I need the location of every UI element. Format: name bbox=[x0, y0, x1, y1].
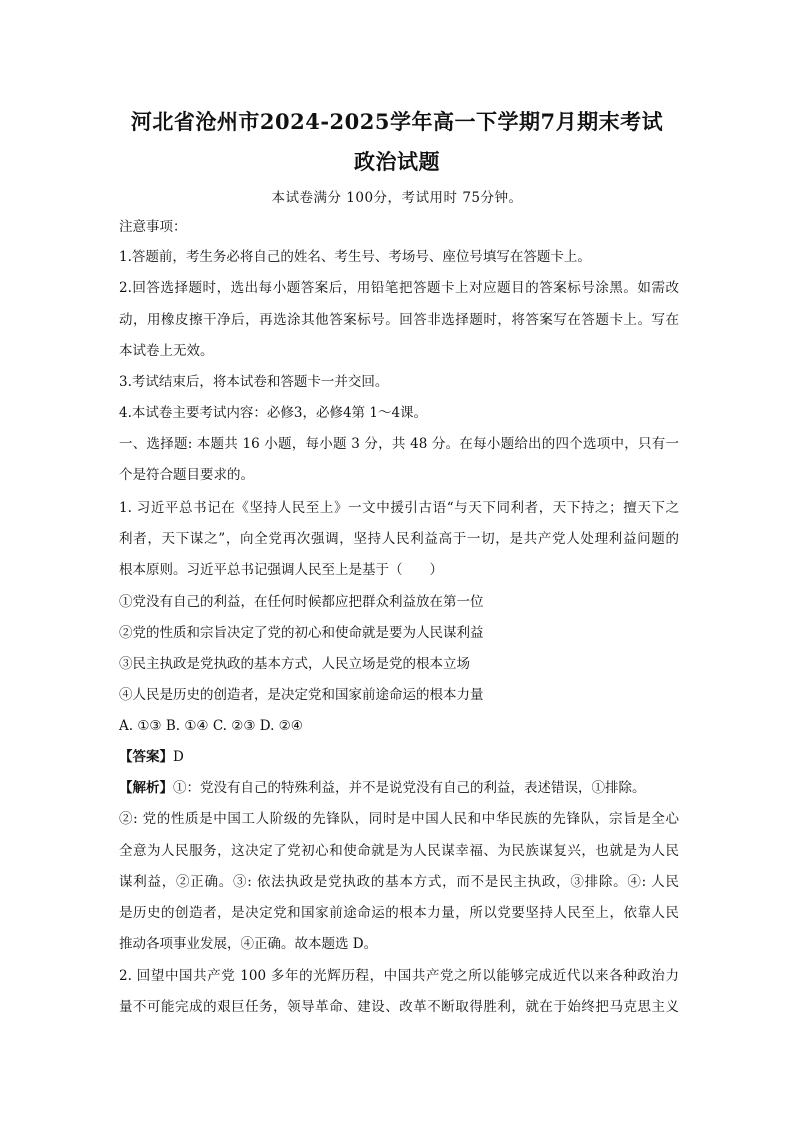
question-1-line-2: 利者，天下谋之”，向全党再次强调，坚持人民利益高于一切，是共产党人处理利益问题的 bbox=[119, 531, 679, 547]
note-3: 3.考试结束后，将本试卷和答题卡一并交回。 bbox=[119, 374, 389, 390]
note-2-line-2: 动，用橡皮擦干净后，再选涂其他答案标号。回答非选择题时，将答案写在答题卡上。写在 bbox=[119, 312, 679, 328]
analysis-line-5: 是历史的创造者，是决定党和国家前途命运的根本力量，所以党要坚持人民至上，依靠人民 bbox=[119, 905, 679, 921]
question-1-line-1: 1. 习近平总书记在《坚持人民至上》一文中援引古语“与天下同利者，天下持之；擅天下之 bbox=[119, 500, 679, 516]
answer-row bbox=[119, 747, 679, 767]
document-title: 河北省沧州市2024-2025学年高一下学期7月期末考试 bbox=[130, 109, 664, 134]
note-2-line-1: 2.回答选择题时，选出每小题答案后，用铅笔把答题卡上对应题目的答案标号涂黑。如需改 bbox=[119, 280, 679, 296]
notes-heading: 注意事项： bbox=[119, 219, 187, 235]
question-1-choices: A. ①③ B. ①④ C. ②③ D. ②④ bbox=[119, 718, 303, 734]
question-2-line-1: 2. 回望中国共产党 100 多年的光辉历程，中国共产党之所以能够完成近代以来各种政治力 bbox=[119, 968, 679, 984]
note-4: 4.本试卷主要考试内容：必修3，必修4第 1～4课。 bbox=[119, 405, 428, 421]
document-subject: 政治试题 bbox=[354, 149, 440, 174]
analysis-line-2: ②: 党的性质是中国工人阶级的先锋队，同时是中国人民和中华民族的先锋队，宗旨是全心 bbox=[119, 811, 679, 827]
analysis-line-6: 推动各项事业发展，④正确。故本题选 D。 bbox=[119, 936, 378, 952]
question-2-line-2: 量不可能完成的艰巨任务，领导革命、建设、改革不断取得胜利，就在于始终把马克思主义 bbox=[119, 999, 679, 1015]
answer-value: D bbox=[173, 749, 184, 765]
analysis-line-1 bbox=[119, 778, 679, 798]
analysis-line-4: 谋利益，②正确。③: 依法执政是党执政的基本方式，而不是民主执政，③排除。④: 人民 bbox=[119, 874, 679, 890]
question-1-option-2: ②党的性质和宗旨决定了党的初心和使命就是要为人民谋利益 bbox=[119, 625, 484, 641]
question-1-option-1: ①党没有自己的利益，在任何时候都应把群众利益放在第一位 bbox=[119, 594, 484, 610]
question-1-option-4: ④人民是历史的创造者，是决定党和国家前途命运的根本力量 bbox=[119, 687, 484, 703]
analysis-label: 【解析】 bbox=[119, 780, 173, 796]
question-1-line-3: 根本原则。习近平总书记强调人民至上是基于（ ） bbox=[119, 562, 443, 578]
answer-label: 【答案】 bbox=[119, 749, 173, 765]
analysis-text-1: ①：党没有自己的特殊利益，并不是说党没有自己的利益，表述错误，①排除。 bbox=[173, 780, 646, 796]
section-1-line-2: 个是符合题目要求的。 bbox=[119, 467, 254, 483]
analysis-line-3: 全意为人民服务，这决定了党初心和使命就是为人民谋幸福、为民族谋复兴，也就是为人民 bbox=[119, 843, 679, 859]
question-1-option-3: ③民主执政是党执政的基本方式，人民立场是党的根本立场 bbox=[119, 656, 470, 672]
note-1: 1.答题前，考生务必将自己的姓名、考生号、考场号、座位号填写在答题卡上。 bbox=[119, 249, 591, 265]
note-2-line-3: 本试卷上无效。 bbox=[119, 343, 214, 359]
score-info: 本试卷满分 100分，考试用时 75分钟。 bbox=[271, 190, 523, 206]
section-1-line-1: 一、选择题: 本题共 16 小题，每小题 3 分，共 48 分。在每小题给出的四个选项中，只有一 bbox=[119, 436, 679, 452]
